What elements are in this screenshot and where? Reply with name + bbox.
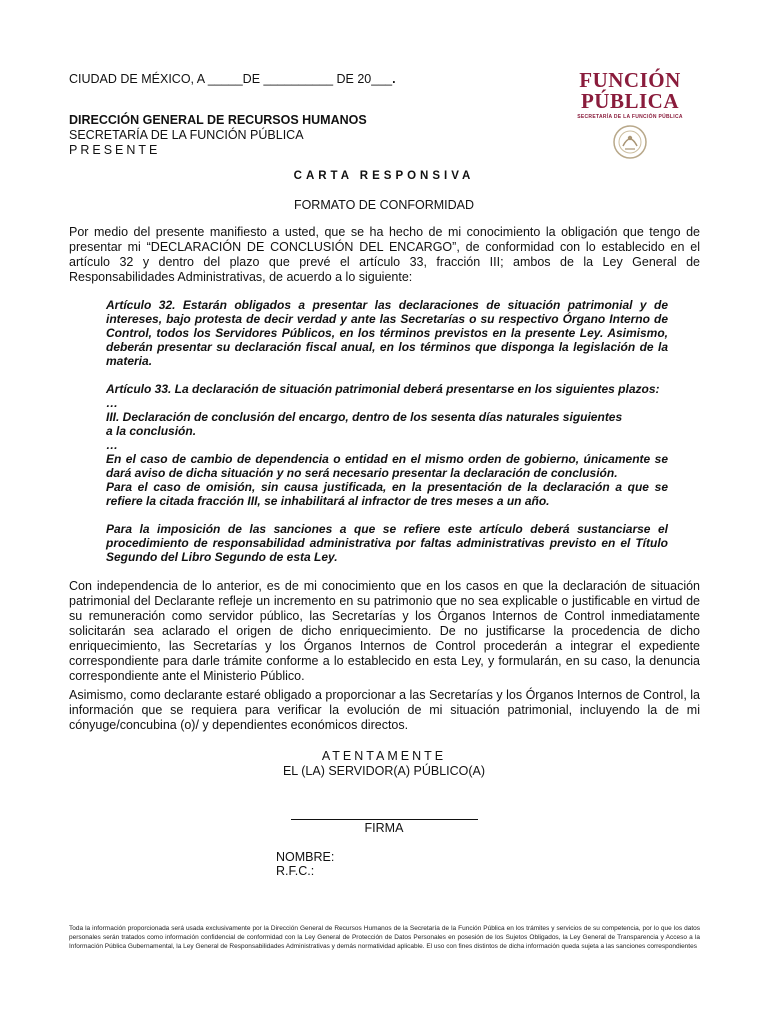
servidor-publico: EL (LA) SERVIDOR(A) PÚBLICO(A) [282, 764, 486, 778]
law-quote [106, 298, 668, 564]
intro-paragraph: Por medio del presente manifiesto a usted, que se ha hecho de mi conocimiento la obligación que tengo de presentar mi “DECLARACIÓN DE CONCLUSIÓN DEL ENCARGO”, de conformidad con lo establecido en el artículo 32 y dentro del plazo que prevé el artículo 33, fracción III; ambos de la Ley General de Responsabilidades Administrativas, de acuerdo a lo siguiente: [69, 225, 700, 284]
recipient-line2: SECRETARÍA DE LA FUNCIÓN PÚBLICA [69, 128, 304, 142]
mexico-coat-of-arms-icon [608, 124, 652, 160]
privacy-footer: Toda la información proporcionada será usada exclusivamente por la Dirección General de Recursos Humanos de la Secretaría de la Función Pública en los trámites y servicios de su competencia, por lo que los datos personales serán tratados como información confidencial de conformidad con la Ley General de Protección de Datos Personales en posesión de los Sujetos Obligados, la Ley General de Transparencia y Acceso a la Información Pública Gubernamental, la Ley General de Responsabilidades Administrativas y demás normatividad aplicable. El uso con fines distintos de dicha información queda sujeta a las sanciones correspondientes [69, 925, 700, 950]
quote-art32: Artículo 32. Estarán obligados a presentar las declaraciones de situación patrimonial y de intereses, bajo protesta de decir verdad y ante las Secretarías o su respectivo Órgano Interno de Control, todos los Servidores Públicos, en los términos previstos en la presente Ley. Asimismo, deberán presentar su declaración fiscal anual, en los términos que disponga la legislación de la materia. [106, 298, 668, 368]
atentamente: ATENTAMENTE [321, 749, 447, 763]
dateline [69, 72, 396, 86]
signature-line [291, 819, 478, 820]
quote-art33: Artículo 33. La declaración de situación patrimonial deberá presentarse en los siguientes plazos: [106, 382, 660, 396]
signer-fields [276, 850, 334, 878]
quote-change: En el caso de cambio de dependencia o entidad en el mismo orden de gobierno, únicamente se dará aviso de dicha situación y no será necesario presentar la declaración de conclusión. [106, 452, 668, 480]
logo-line1: FUNCIÓN [579, 68, 681, 92]
dateline-dot: . [392, 72, 396, 86]
dateline-text: CIUDAD DE MÉXICO, A _____DE __________ DE 20___ [69, 72, 393, 86]
logo-line2: PÚBLICA [580, 89, 679, 113]
quote-omission: Para el caso de omisión, sin causa justificada, en la presentación de la declaración a que se refiere la citada fracción III, se inhabilitará al infractor de tres meses a un año. [106, 480, 668, 508]
firma-label: FIRMA [364, 821, 404, 835]
nombre-label: NOMBRE: [276, 850, 335, 864]
independence-paragraph: Con independencia de lo anterior, es de mi conocimiento que en los casos en que la declaración de situación patrimonial del Declarante refleje un incremento en su patrimonio que no sea explicable o justificable en virtud de su remuneración como servidor público, las Secretarías y los Órganos Internos de Control inmediatamente solicitarán sea aclarado el origen de dicho enriquecimiento. De no justificarse la procedencia de dicho enriquecimiento, las Secretarías y los Órganos Internos de Control procederán a integrar el expediente correspondiente para darle trámite conforme a lo establecido en esta Ley, y formularán, en su caso, la denuncia correspondiente ante el Ministerio Público. [69, 579, 700, 683]
recipient-line3: PRESENTE [69, 143, 161, 157]
quote-sanctions: Para la imposición de las sanciones a que se refiere este artículo deberá sustanciarse el procedimiento de responsabilidad administrativa por faltas administrativas previsto en el Título Segundo del Libro Segundo de esta Ley. [106, 522, 668, 564]
obligation-paragraph: Asimismo, como declarante estaré obligado a proporcionar a las Secretarías y los Órganos Internos de Control, la información que se requiera para verificar la evolución de mi situación patrimonial, incluyendo la de mi cónyuge/concubina (o)/ y dependientes económicos directos. [69, 688, 700, 732]
quote-fraction3-line2: a la conclusión. [106, 424, 197, 438]
quote-ellipsis-1: … [106, 396, 118, 410]
quote-fraction3-line1: III. Declaración de conclusión del encargo, dentro de los sesenta días naturales siguientes [106, 410, 623, 424]
logo-subtitle: SECRETARÍA DE LA FUNCIÓN PÚBLICA [577, 114, 683, 120]
recipient-line1: DIRECCIÓN GENERAL DE RECURSOS HUMANOS [69, 113, 367, 127]
recipient-block [69, 113, 367, 158]
funcion-publica-logo [560, 70, 700, 160]
document-title: CARTA RESPONSIVA [293, 170, 475, 182]
quote-ellipsis-2: … [106, 438, 118, 452]
document-subtitle: FORMATO DE CONFORMIDAD [293, 198, 475, 212]
rfc-label: R.F.C.: [276, 864, 315, 878]
